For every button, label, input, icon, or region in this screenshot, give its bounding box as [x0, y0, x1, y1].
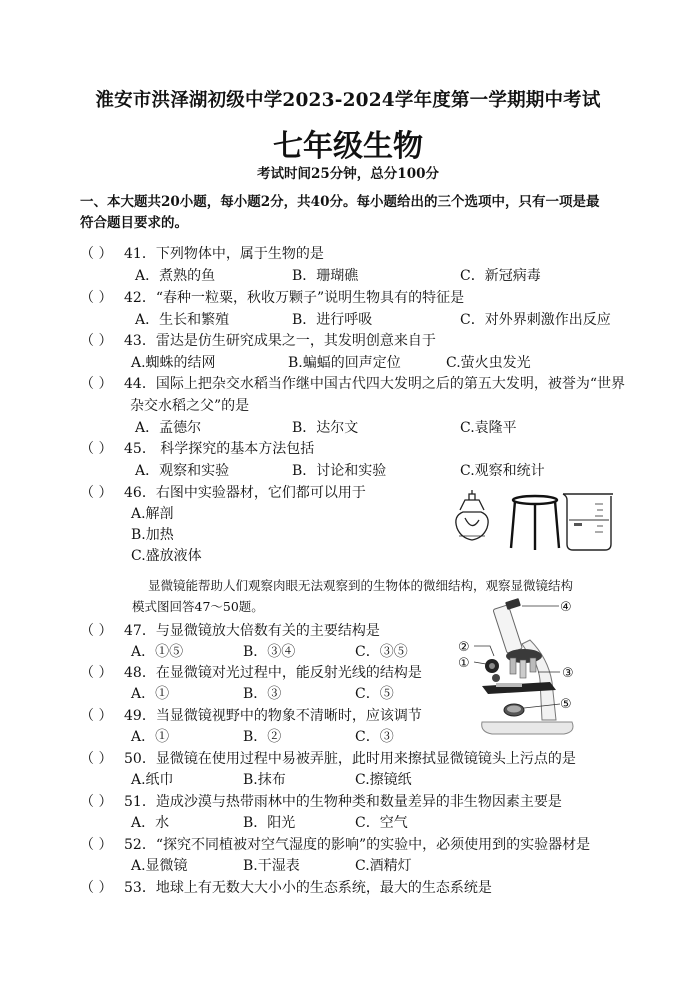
exam-subject: 七年级生物: [273, 129, 423, 164]
tripod-icon: [511, 496, 559, 550]
exam-title: 淮安市洪泽湖初级中学2023-2024学年度第一学期期中考试: [95, 90, 601, 111]
section-instructions: [80, 192, 620, 234]
option-b: B．进行呼吸: [292, 312, 373, 328]
instructions-line-2: 符合题目要求的。: [80, 215, 188, 231]
option-a: A．孟德尔: [135, 420, 202, 436]
option-c: C.萤火虫发光: [446, 355, 531, 371]
question-text: 53．地球上有无数大大小小的生态系统，最大的生态系统是: [124, 880, 492, 896]
answer-blank[interactable]: （ ）: [80, 880, 113, 896]
option-c: C．新冠病毒: [460, 268, 541, 284]
question-52: [80, 834, 590, 854]
option-a: A．生长和繁殖: [135, 312, 230, 328]
option-b: B．③④: [243, 644, 296, 660]
option-c: C.袁隆平: [460, 420, 517, 436]
option-a: A．煮熟的鱼: [135, 268, 216, 284]
question-47: [80, 620, 380, 640]
answer-blank[interactable]: （ ）: [80, 623, 113, 639]
question-46: [80, 482, 366, 502]
passage-line-1: 显微镜能帮助人们观察肉眼无法观察到的生物体的微细结构，观察显微镜结构: [148, 578, 574, 593]
label-2: ②: [458, 640, 470, 655]
question-text: 49．当显微镜视野中的物象不清晰时，应该调节: [124, 708, 422, 724]
option-a: A．①: [131, 686, 170, 702]
question-42: [80, 287, 464, 307]
answer-blank[interactable]: （ ）: [80, 708, 113, 724]
answer-blank[interactable]: （ ）: [80, 246, 113, 262]
label-3: ③: [562, 666, 574, 681]
option-c: C.酒精灯: [355, 858, 412, 874]
question-text: 42．“春种一粒粟，秋收万颗子”说明生物具有的特征是: [124, 290, 465, 306]
option-a: A．观察和实验: [135, 463, 230, 479]
option-c: C．空气: [355, 815, 408, 831]
option-a: A.纸巾: [131, 772, 174, 788]
option-a: A．水: [131, 815, 170, 831]
microscope-icon: [474, 598, 573, 734]
option-c: C.盛放液体: [131, 548, 202, 564]
option-a: A．①: [131, 729, 170, 745]
answer-blank[interactable]: （ ）: [80, 290, 113, 306]
question-50: [80, 748, 576, 768]
option-b: B．讨论和实验: [292, 463, 387, 479]
beaker-icon: [563, 494, 613, 550]
question-text: 52．“探究不同植被对空气湿度的影响”的实验中，必须使用到的实验器材是: [124, 837, 591, 853]
question-text: 43．雷达是仿生研究成果之一，其发明创意来自于: [124, 333, 436, 349]
exam-time-info: 考试时间25分钟，总分100分: [257, 166, 439, 182]
instructions-line-1: 一、本大题共20小题，每小题2分，共40分。每小题给出的三个选项中，只有一项是最: [80, 194, 600, 210]
option-c: C．③: [355, 729, 394, 745]
answer-blank[interactable]: （ ）: [80, 665, 113, 681]
question-text: 51．造成沙漠与热带雨林中的生物种类和数量差异的非生物因素主要是: [124, 794, 562, 810]
answer-blank[interactable]: （ ）: [80, 376, 113, 392]
question-45: [80, 438, 314, 458]
option-b: B．达尔文: [292, 420, 359, 436]
alcohol-lamp-icon: [456, 490, 488, 540]
option-c: C．对外界刺激作出反应: [460, 312, 611, 328]
question-48: [80, 662, 422, 682]
option-b: B.抹布: [243, 772, 286, 788]
question-44-continued: 杂交水稻之父”的是: [130, 398, 250, 414]
option-b: B.干湿表: [243, 858, 300, 874]
answer-blank[interactable]: （ ）: [80, 441, 113, 457]
question-44: [80, 373, 625, 393]
option-c: C.观察和统计: [460, 463, 545, 479]
question-43: [80, 330, 436, 350]
question-text: 50．显微镜在使用过程中易被弄脏，此时用来擦拭显微镜镜头上污点的是: [124, 751, 576, 767]
option-b: B.蝙蝠的回声定位: [288, 355, 401, 371]
option-a: A.显微镜: [131, 858, 188, 874]
option-b: B．阳光: [243, 815, 296, 831]
question-text: 48．在显微镜对光过程中，能反射光线的结构是: [124, 665, 422, 681]
question-text: 41．下列物体中，属于生物的是: [124, 246, 324, 262]
option-b: B．珊瑚礁: [292, 268, 359, 284]
answer-blank[interactable]: （ ）: [80, 837, 113, 853]
option-b: B．②: [243, 729, 282, 745]
option-a: A.蜘蛛的结网: [131, 355, 216, 371]
lab-equipment-figure: [445, 488, 620, 554]
question-51: [80, 791, 562, 811]
option-c: C．⑤: [355, 686, 394, 702]
option-c: C．③⑤: [355, 644, 408, 660]
question-49: [80, 705, 422, 725]
option-b: B．③: [243, 686, 282, 702]
answer-blank[interactable]: （ ）: [80, 333, 113, 349]
question-text: 44．国际上把杂交水稻当作继中国古代四大发明之后的第五大发明，被誉为“世界: [124, 376, 625, 392]
question-text: 46．右图中实验器材，它们都可以用于: [124, 485, 366, 501]
answer-blank[interactable]: （ ）: [80, 485, 113, 501]
question-text: 47．与显微镜放大倍数有关的主要结构是: [124, 623, 380, 639]
option-c: C.擦镜纸: [355, 772, 412, 788]
question-text: 45． 科学探究的基本方法包括: [124, 441, 315, 457]
option-b: B.加热: [131, 527, 174, 543]
label-1: ①: [458, 656, 470, 671]
answer-blank[interactable]: （ ）: [80, 751, 113, 767]
label-4: ④: [560, 600, 572, 615]
question-53: [80, 877, 492, 897]
passage-line-2: 模式图回答47～50题。: [132, 599, 264, 614]
option-a: A.解剖: [131, 506, 174, 522]
label-5: ⑤: [560, 697, 572, 712]
option-a: A．①⑤: [131, 644, 184, 660]
question-41: [80, 243, 324, 263]
microscope-figure: [452, 600, 582, 740]
answer-blank[interactable]: （ ）: [80, 794, 113, 810]
